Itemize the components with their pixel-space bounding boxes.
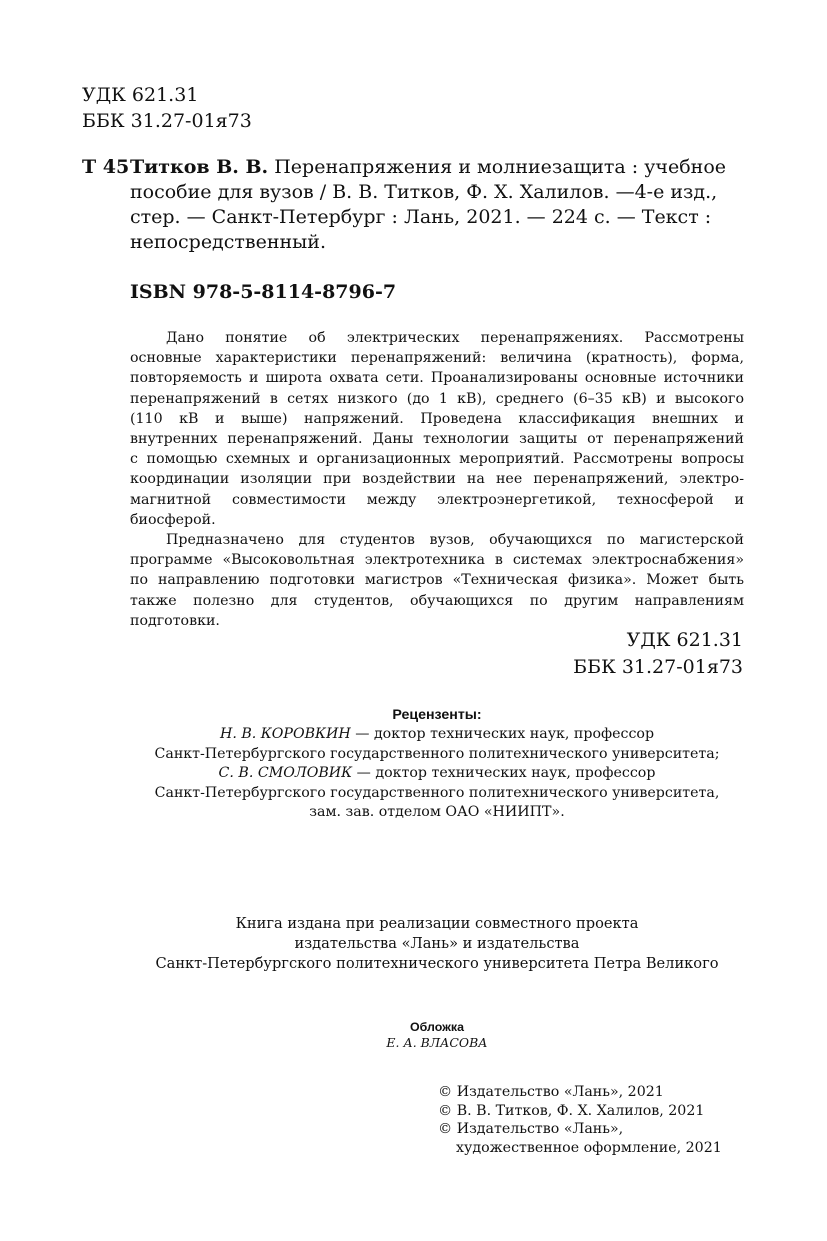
- project-note-line: Санкт-Петербургского политехнического университета Петра Великого: [155, 955, 719, 973]
- project-note-line: Книга издана при реализации совместного проекта: [235, 915, 639, 932]
- copyright-line: художественное оформление, 2021: [456, 1139, 722, 1156]
- abstract-paragraph-1: [130, 328, 744, 530]
- reviewer-degree: — доктор технических наук, профессор: [350, 726, 655, 743]
- abstract-line: с помощью схемных и организационных мероприятий. Рассмотрены вопросы: [130, 451, 744, 468]
- udk-code: УДК 621.31: [82, 84, 199, 106]
- abstract-paragraph-2: [130, 530, 744, 631]
- cover-artist: Е. А. ВЛАСОВА: [386, 1035, 488, 1050]
- reviewer-name: Н. В. КОРОВКИН: [219, 726, 351, 743]
- classification-top: [82, 82, 252, 134]
- abstract-line: программе «Высоковольтная электротехника в системах электроснабжения»: [130, 552, 744, 569]
- author-name: Титков В. В.: [130, 156, 269, 178]
- reviewers-heading: Рецензенты:: [392, 707, 482, 723]
- abstract-line: магнитной совместимости между электроэнергетикой, техносферой и: [130, 491, 744, 508]
- abstract-line: повторяемость и широта охвата сети. Проанализированы основные источники: [130, 370, 744, 387]
- abstract-line: биосферой.: [130, 511, 216, 528]
- abstract-line: подготовки.: [130, 612, 220, 629]
- cover-label: Обложка: [410, 1020, 464, 1034]
- copyright-line: © Издательство «Лань», 2021: [438, 1084, 664, 1100]
- reviewer-1: [130, 725, 744, 744]
- isbn: ISBN 978-5-8114-8796-7: [130, 281, 397, 303]
- bibliographic-entry: [82, 155, 748, 255]
- reviewer-organization: Санкт-Петербургского государственного политехнического университета;: [154, 745, 720, 762]
- udk-code: УДК 621.31: [626, 629, 743, 651]
- entry-line: Титков В. В. Перенапряжения и молниезащита : учебное: [130, 156, 726, 178]
- bbk-code: ББК 31.27-01я73: [82, 110, 252, 132]
- reviewer-position: зам. зав. отделом ОАО «НИИПТ».: [309, 804, 565, 821]
- abstract-line: внутренних перенапряжений. Даны технологии защиты от перенапряжений: [130, 431, 744, 448]
- abstract-line: перенапряжений в сетях низкого (до 1 кВ), среднего (6–35 кВ) и высокого: [130, 390, 744, 407]
- reviewers: [130, 706, 744, 822]
- author-mark: Т 45: [82, 156, 130, 178]
- abstract-line: по направлению подготовки магистров «Техническая физика». Может быть: [130, 572, 744, 589]
- abstract-line: Дано понятие об электрических перенапряжениях. Рассмотрены: [166, 330, 744, 346]
- entry-line: пособие для вузов / В. В. Титков, Ф. Х. Халилов. —4-е изд.,: [130, 181, 718, 203]
- reviewer-2: [130, 764, 744, 783]
- bbk-code: ББК 31.27-01я73: [573, 656, 743, 678]
- abstract-line: Предназначено для студентов вузов, обучающихся по магистерской: [166, 532, 744, 549]
- reviewer-name: С. В. СМОЛОВИК: [218, 765, 353, 782]
- project-note-line: издательства «Лань» и издательства: [294, 935, 580, 953]
- copyright-line: © В. В. Титков, Ф. Х. Халилов, 2021: [438, 1102, 705, 1119]
- project-note: [130, 914, 744, 975]
- reviewer-organization: Санкт-Петербургского государственного политехнического университета,: [154, 784, 720, 801]
- abstract: [130, 328, 744, 631]
- entry-line: стер. — Санкт-Петербург : Лань, 2021. — 224 с. — Текст :: [130, 206, 712, 228]
- bibliographic-description: [130, 155, 748, 255]
- abstract-line: (110 кВ и выше) напряжений. Проведена классификация внешних и: [130, 410, 744, 427]
- entry-line: непосредственный.: [130, 231, 327, 253]
- abstract-line: также полезно для студентов, обучающихся по другим направлениям: [130, 592, 744, 609]
- cover-credit: [130, 1020, 744, 1050]
- abstract-line: основные характеристики перенапряжений: величина (кратность), форма,: [130, 350, 744, 367]
- copyright-line: © Издательство «Лань»,: [438, 1121, 624, 1138]
- copyright-block: [438, 1083, 722, 1157]
- reviewer-degree: — доктор технических наук, профессор: [352, 765, 656, 782]
- classification-bottom: [573, 627, 743, 681]
- abstract-line: координации изоляции при воздействии на нее перенапряжений, электро-: [130, 471, 744, 488]
